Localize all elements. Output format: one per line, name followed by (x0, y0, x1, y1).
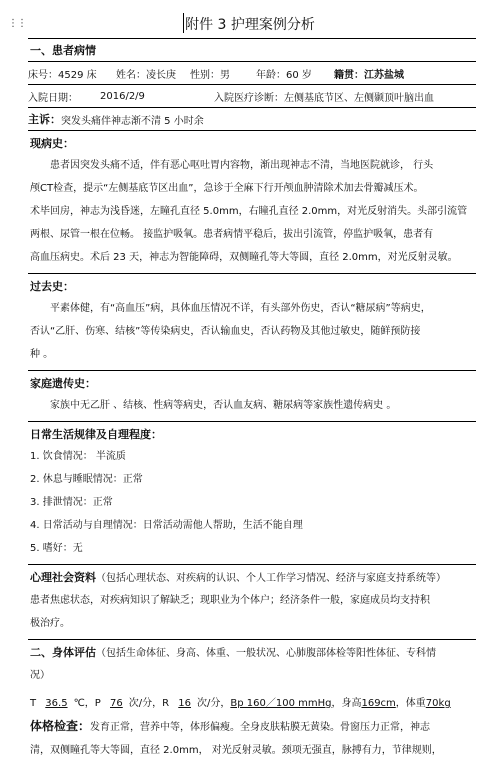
drag-handle-icon[interactable]: ⋮⋮ (8, 18, 26, 29)
past-history-line: 种 。 (30, 349, 54, 360)
daily-living-item: 4. 日常活动与自理情况：日常活动需他人帮助，生活不能自理 (30, 520, 303, 531)
physical-assessment-heading: 二、身体评估 (30, 646, 96, 659)
present-illness-line: 患者因突发头痛不适，伴有恶心呕吐胃内容物，渐出现神志不清，当地医院就诊， 行头 (50, 160, 434, 171)
daily-living-block (28, 422, 476, 565)
daily-living-item: 1. 饮食情况： 半流质 (30, 451, 126, 462)
patient-info-row (28, 62, 476, 85)
weight-label: ，体重 (395, 698, 426, 709)
physical-assessment-note: （包括生命体征、身高、体重、一般状况、心肺腹部体检等阳性体征、专科情 (96, 648, 436, 659)
pulse-value: 76 (110, 698, 123, 709)
temperature-unit: ℃，P (73, 698, 101, 709)
daily-living-heading: 日常生活规律及自理程度： (30, 428, 162, 441)
past-history-heading: 过去史： (30, 280, 74, 293)
daily-living-item: 2. 休息与睡眠情况：正常 (30, 474, 143, 485)
family-history-text: 家族中无乙肝 、结核、性病等病史，否认血友病、糖尿病等家族性遗传病史 。 (50, 400, 397, 411)
daily-living-item: 3. 排泄情况：正常 (30, 497, 113, 508)
physical-assessment-heading-line (30, 643, 474, 664)
present-illness-line: 颅CT检查，提示“左侧基底节区出血”，急诊于全麻下行开颅血肿清除术加去骨瓣减压术。 (30, 183, 424, 194)
past-history-line: 平素体健，有“高血压”病，具体血压情况不详，有头部外伤史，否认“糖尿病”等病史， (50, 303, 431, 314)
patient-gender: 性别：男 (190, 69, 230, 81)
physical-assessment-note-cont: 况） (30, 670, 50, 681)
psychosocial-block (28, 565, 476, 640)
vital-signs-line (30, 693, 474, 715)
present-illness-block (28, 131, 476, 274)
temperature-value: 36.5 (45, 698, 68, 709)
present-illness-line: 高血压病史。术后 23 天，神志为智能障碍，双侧瞳孔等大等圆，直径 2.0mm，对光反射灵敏。 (30, 252, 458, 263)
past-history-block (28, 274, 476, 371)
section-heading: 一、患者病情 (30, 44, 96, 57)
physical-assessment-block (28, 640, 476, 766)
patient-origin: 籍贯：江苏盐城 (334, 69, 404, 81)
height-label: ，身高 (331, 698, 362, 709)
nursing-case-form (28, 38, 476, 766)
admission-diagnosis: 入院医疗诊断：左侧基底节区、左侧颞顶叶脑出血 (214, 92, 434, 104)
psychosocial-heading-note: （包括心理状态、对疾病的认识、个人工作学习情况、经济与家庭支持系统等） (96, 573, 446, 584)
present-illness-line: 两根、尿管一根在位畅。 接监护吸氧。患者病情平稳后，拔出引流管，停监护吸氧，患者有 (30, 229, 434, 240)
document-title: 附件 3 护理案例分析 (185, 17, 315, 33)
bed-number: 床号：4529 床 (28, 69, 97, 81)
admission-row (28, 85, 476, 108)
blood-pressure: Bp 160／100 mmHg (230, 698, 332, 709)
family-history-block (28, 371, 476, 422)
psychosocial-line: 极治疗。 (30, 618, 70, 629)
present-illness-heading: 现病史： (30, 137, 74, 150)
weight-value: 70kg (425, 698, 451, 709)
psychosocial-heading-line (30, 568, 474, 589)
family-history-heading: 家庭遗传史： (30, 377, 96, 390)
section-patient-condition (28, 38, 476, 62)
height-value: 169cm (361, 698, 396, 709)
respiration-value: 16 (178, 698, 191, 709)
physical-exam-text: 发育正常，营养中等，体形偏瘦。全身皮肤粘膜无黄染。骨窗压力正常，神志 (90, 722, 431, 733)
respiration-unit: 次/分， (197, 698, 231, 709)
psychosocial-line: 患者焦虑状态，对疾病知识了解缺乏；现职业为个体户；经济条件一般，家庭成员均支持积 (30, 595, 430, 606)
chief-complaint-text: 突发头痛伴神志渐不清 5 小时余 (61, 115, 204, 127)
present-illness-line: 术毕回房，神志为浅昏迷，左瞳孔直径 5.0mm，右瞳孔直径 2.0mm，对光反射消失。头部引流管 (30, 206, 468, 217)
psychosocial-heading: 心理社会资料 (30, 571, 96, 584)
past-history-line: 否认“乙肝、伤寒、结核”等传染病史，否认输血史，否认药物及其他过敏史，随鲜预防接 (30, 326, 421, 337)
physical-exam-heading: 体格检查： (30, 719, 91, 733)
physical-exam-line (30, 715, 474, 739)
physical-exam-line: 清，双侧瞳孔等大等圆，直径 2.0mm， 对光反射灵敏。颈项无强直，脉搏有力，节律规则， (30, 745, 442, 756)
temperature-label: T (30, 698, 37, 709)
pulse-unit: 次/分，R (128, 698, 170, 709)
admit-date-label: 入院日期： (28, 92, 78, 104)
patient-name: 姓名：凌长庚 (116, 69, 176, 81)
chief-complaint-row (28, 108, 476, 131)
chief-complaint-label: 主诉： (28, 113, 61, 126)
patient-age: 年龄：60 岁 (256, 69, 312, 81)
admit-date-value: 2016/2/9 (100, 90, 145, 102)
daily-living-item: 5. 嗜好：无 (30, 543, 83, 554)
